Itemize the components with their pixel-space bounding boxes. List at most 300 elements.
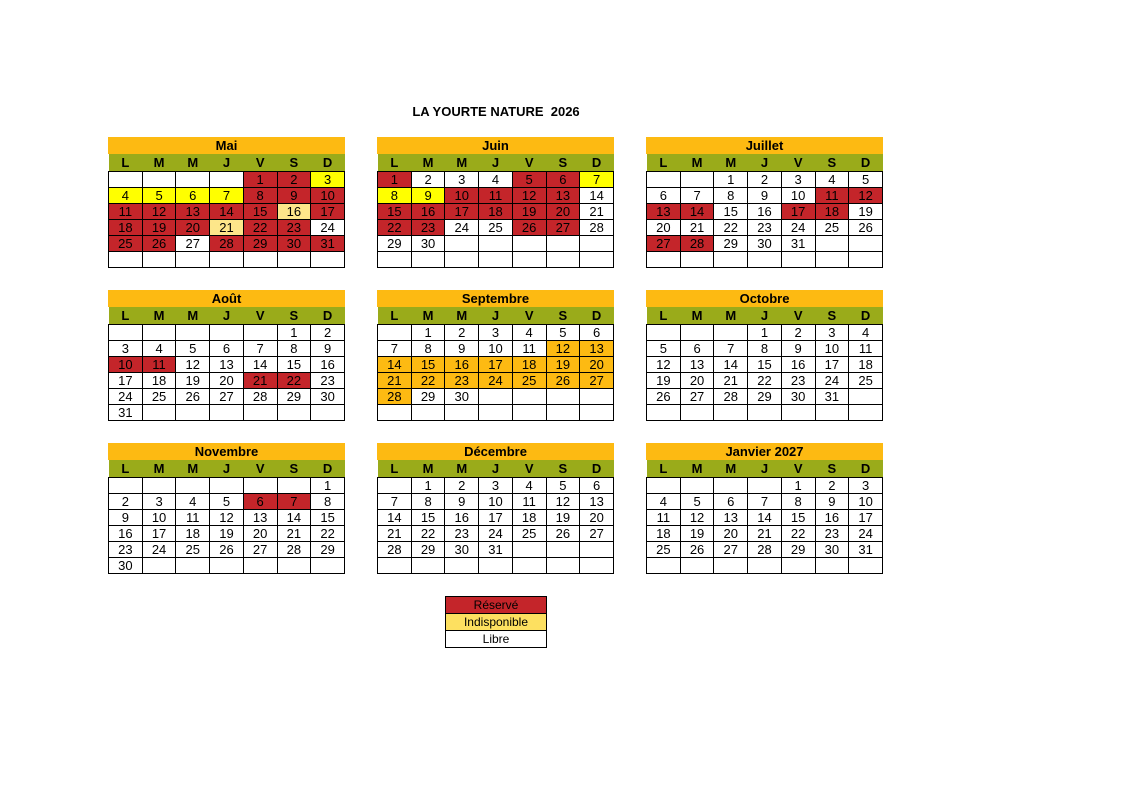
day-cell: 10: [142, 510, 176, 526]
weekday-label: V: [243, 307, 277, 325]
weekday-label: V: [781, 154, 815, 172]
day-cell: 2: [781, 325, 815, 341]
week-row: [378, 220, 614, 236]
day-cell: 8: [411, 341, 445, 357]
day-cell: [815, 236, 849, 252]
day-cell: 1: [781, 478, 815, 494]
weekday-label: L: [647, 307, 681, 325]
day-cell: 16: [277, 204, 311, 220]
day-cell: 26: [512, 220, 546, 236]
day-cell: [647, 478, 681, 494]
day-cell: [512, 252, 546, 268]
day-cell: 3: [479, 478, 513, 494]
day-cell: 23: [277, 220, 311, 236]
day-cell: 28: [243, 389, 277, 405]
day-cell: 22: [411, 526, 445, 542]
day-cell: 16: [781, 357, 815, 373]
day-cell: 28: [580, 220, 614, 236]
day-cell: 28: [378, 389, 412, 405]
day-cell: 29: [411, 542, 445, 558]
weekday-label: V: [781, 307, 815, 325]
day-cell: 7: [277, 494, 311, 510]
day-cell: 12: [546, 494, 580, 510]
day-cell: [411, 558, 445, 574]
day-cell: 19: [680, 526, 714, 542]
day-cell: 18: [512, 510, 546, 526]
week-row: [109, 526, 345, 542]
day-cell: 30: [445, 542, 479, 558]
day-cell: 20: [580, 357, 614, 373]
day-cell: 6: [546, 172, 580, 188]
weekday-label: D: [311, 307, 345, 325]
week-row: [378, 188, 614, 204]
weekday-label: J: [210, 460, 244, 478]
day-cell: 21: [243, 373, 277, 389]
day-cell: 19: [142, 220, 176, 236]
week-row: [647, 341, 883, 357]
day-cell: 13: [580, 494, 614, 510]
day-cell: [378, 325, 412, 341]
day-cell: 24: [815, 373, 849, 389]
day-cell: [647, 252, 681, 268]
day-cell: [546, 542, 580, 558]
day-cell: 19: [512, 204, 546, 220]
day-cell: 7: [378, 341, 412, 357]
day-cell: 6: [176, 188, 210, 204]
day-cell: 9: [311, 341, 345, 357]
day-cell: 5: [546, 325, 580, 341]
day-cell: [714, 478, 748, 494]
day-cell: 29: [781, 542, 815, 558]
weekday-label: V: [512, 307, 546, 325]
day-cell: 8: [714, 188, 748, 204]
week-row: [109, 357, 345, 373]
day-cell: [512, 389, 546, 405]
week-row: [378, 542, 614, 558]
day-cell: 25: [109, 236, 143, 252]
weekday-label: M: [411, 307, 445, 325]
day-cell: 23: [411, 220, 445, 236]
day-cell: 31: [479, 542, 513, 558]
day-cell: 10: [109, 357, 143, 373]
day-cell: 14: [243, 357, 277, 373]
day-cell: [580, 389, 614, 405]
day-cell: 26: [546, 373, 580, 389]
weekday-label: L: [647, 154, 681, 172]
day-cell: [647, 558, 681, 574]
day-cell: [277, 478, 311, 494]
day-cell: 16: [815, 510, 849, 526]
day-cell: 22: [714, 220, 748, 236]
day-cell: 27: [210, 389, 244, 405]
day-cell: 21: [378, 526, 412, 542]
legend-libre: Libre: [445, 631, 547, 648]
day-cell: [142, 172, 176, 188]
day-cell: [210, 252, 244, 268]
week-row: [647, 220, 883, 236]
day-cell: 26: [680, 542, 714, 558]
day-cell: [580, 405, 614, 421]
day-cell: [445, 558, 479, 574]
day-cell: 16: [748, 204, 782, 220]
day-cell: [714, 405, 748, 421]
day-cell: [109, 478, 143, 494]
week-row: [378, 341, 614, 357]
week-row: [378, 373, 614, 389]
day-cell: 11: [849, 341, 883, 357]
day-cell: 18: [849, 357, 883, 373]
day-cell: 27: [243, 542, 277, 558]
day-cell: 10: [479, 341, 513, 357]
weekday-label: S: [277, 307, 311, 325]
day-cell: 15: [411, 357, 445, 373]
day-cell: 9: [445, 494, 479, 510]
day-cell: 15: [781, 510, 815, 526]
day-cell: 6: [580, 325, 614, 341]
day-cell: 25: [849, 373, 883, 389]
day-cell: 12: [680, 510, 714, 526]
day-cell: [546, 236, 580, 252]
day-cell: 4: [512, 478, 546, 494]
month-title: Janvier 2027: [646, 443, 883, 460]
weekday-label: L: [109, 154, 143, 172]
weekday-label: M: [680, 460, 714, 478]
day-cell: 18: [176, 526, 210, 542]
day-cell: [815, 558, 849, 574]
day-cell: 23: [748, 220, 782, 236]
day-cell: 18: [512, 357, 546, 373]
day-cell: 17: [109, 373, 143, 389]
day-cell: [815, 252, 849, 268]
week-row: [378, 204, 614, 220]
day-cell: 4: [142, 341, 176, 357]
day-cell: 24: [479, 373, 513, 389]
week-row: [378, 478, 614, 494]
day-cell: 3: [109, 341, 143, 357]
day-cell: 15: [311, 510, 345, 526]
day-cell: 21: [277, 526, 311, 542]
weekday-label: L: [378, 307, 412, 325]
week-row: [647, 357, 883, 373]
week-row: [647, 188, 883, 204]
day-cell: 30: [445, 389, 479, 405]
weekday-label: V: [512, 154, 546, 172]
day-cell: [781, 558, 815, 574]
month-title: Septembre: [377, 290, 614, 307]
day-cell: [647, 172, 681, 188]
weekday-label: M: [680, 307, 714, 325]
day-cell: [411, 252, 445, 268]
day-cell: [142, 325, 176, 341]
day-cell: 6: [580, 478, 614, 494]
week-row: [647, 373, 883, 389]
day-cell: 27: [680, 389, 714, 405]
day-cell: [849, 558, 883, 574]
day-cell: 19: [647, 373, 681, 389]
day-cell: [479, 236, 513, 252]
day-cell: 17: [479, 357, 513, 373]
day-cell: 2: [815, 478, 849, 494]
day-cell: 3: [849, 478, 883, 494]
day-cell: 19: [546, 357, 580, 373]
weekday-label: J: [748, 460, 782, 478]
day-cell: [849, 389, 883, 405]
day-cell: 31: [849, 542, 883, 558]
weekday-label: J: [479, 460, 513, 478]
day-cell: 13: [210, 357, 244, 373]
day-cell: 15: [411, 510, 445, 526]
weekday-label: D: [580, 154, 614, 172]
week-row: [378, 494, 614, 510]
day-cell: 29: [311, 542, 345, 558]
day-cell: 5: [176, 341, 210, 357]
day-cell: 19: [210, 526, 244, 542]
week-row: [109, 252, 345, 268]
day-cell: 24: [849, 526, 883, 542]
weekday-label: L: [109, 307, 143, 325]
calendar-title: LA YOURTE NATURE 2026: [412, 104, 580, 119]
day-cell: 9: [109, 510, 143, 526]
week-row: [647, 325, 883, 341]
day-cell: [142, 558, 176, 574]
day-cell: 12: [142, 204, 176, 220]
day-cell: [748, 252, 782, 268]
weekday-label: D: [580, 307, 614, 325]
day-cell: 12: [210, 510, 244, 526]
day-cell: 30: [815, 542, 849, 558]
weekday-label: V: [243, 460, 277, 478]
weekday-label: M: [445, 154, 479, 172]
day-cell: 5: [546, 478, 580, 494]
day-cell: 29: [277, 389, 311, 405]
day-cell: [546, 252, 580, 268]
day-cell: [714, 325, 748, 341]
month-title: Juillet: [646, 137, 883, 154]
day-cell: [311, 405, 345, 421]
day-cell: [109, 325, 143, 341]
day-cell: 9: [781, 341, 815, 357]
day-cell: 12: [512, 188, 546, 204]
day-cell: 6: [714, 494, 748, 510]
weekday-label: S: [277, 154, 311, 172]
weekday-label: S: [815, 307, 849, 325]
day-cell: [512, 236, 546, 252]
day-cell: 17: [815, 357, 849, 373]
day-cell: 1: [411, 478, 445, 494]
weekday-label: S: [546, 460, 580, 478]
day-cell: 29: [378, 236, 412, 252]
day-cell: 9: [445, 341, 479, 357]
day-cell: 7: [378, 494, 412, 510]
day-cell: [411, 405, 445, 421]
day-cell: 21: [210, 220, 244, 236]
day-cell: 13: [714, 510, 748, 526]
week-row: [109, 373, 345, 389]
day-cell: 7: [748, 494, 782, 510]
day-cell: 20: [647, 220, 681, 236]
day-cell: 13: [243, 510, 277, 526]
week-row: [109, 558, 345, 574]
day-cell: 2: [411, 172, 445, 188]
day-cell: [580, 558, 614, 574]
day-cell: [210, 325, 244, 341]
week-row: [109, 542, 345, 558]
day-cell: 28: [378, 542, 412, 558]
day-cell: 25: [512, 526, 546, 542]
day-cell: [849, 405, 883, 421]
day-cell: 29: [748, 389, 782, 405]
week-row: [109, 172, 345, 188]
day-cell: [445, 236, 479, 252]
day-cell: 16: [445, 357, 479, 373]
weekday-label: M: [714, 307, 748, 325]
day-cell: 28: [277, 542, 311, 558]
day-cell: 5: [849, 172, 883, 188]
day-cell: 30: [411, 236, 445, 252]
day-cell: 3: [311, 172, 345, 188]
day-cell: 27: [176, 236, 210, 252]
day-cell: [849, 252, 883, 268]
week-row: [109, 204, 345, 220]
day-cell: 25: [176, 542, 210, 558]
day-cell: [680, 252, 714, 268]
day-cell: 10: [849, 494, 883, 510]
day-cell: 21: [748, 526, 782, 542]
day-cell: 7: [243, 341, 277, 357]
day-cell: [210, 405, 244, 421]
day-cell: 17: [445, 204, 479, 220]
day-cell: 9: [748, 188, 782, 204]
month-calendar: [646, 443, 883, 574]
day-cell: 5: [647, 341, 681, 357]
day-cell: [176, 172, 210, 188]
day-cell: 24: [479, 526, 513, 542]
day-cell: [512, 558, 546, 574]
day-cell: 4: [479, 172, 513, 188]
day-cell: 14: [748, 510, 782, 526]
day-cell: 3: [142, 494, 176, 510]
day-cell: [176, 325, 210, 341]
weekday-label: L: [378, 154, 412, 172]
weekday-label: M: [445, 307, 479, 325]
day-cell: 13: [580, 341, 614, 357]
day-cell: 26: [546, 526, 580, 542]
day-cell: 25: [647, 542, 681, 558]
day-cell: 4: [109, 188, 143, 204]
week-row: [647, 204, 883, 220]
day-cell: 16: [445, 510, 479, 526]
day-cell: 26: [176, 389, 210, 405]
day-cell: 8: [411, 494, 445, 510]
day-cell: 10: [311, 188, 345, 204]
day-cell: [680, 478, 714, 494]
day-cell: 17: [142, 526, 176, 542]
weekday-label: M: [714, 154, 748, 172]
day-cell: [243, 478, 277, 494]
day-cell: 6: [210, 341, 244, 357]
week-row: [647, 494, 883, 510]
day-cell: [378, 252, 412, 268]
day-cell: 27: [714, 542, 748, 558]
day-cell: 1: [748, 325, 782, 341]
week-row: [378, 172, 614, 188]
day-cell: 19: [849, 204, 883, 220]
weekday-label: D: [580, 460, 614, 478]
day-cell: 14: [210, 204, 244, 220]
day-cell: 1: [277, 325, 311, 341]
day-cell: 3: [781, 172, 815, 188]
day-cell: 25: [815, 220, 849, 236]
day-cell: 27: [546, 220, 580, 236]
day-cell: [176, 252, 210, 268]
day-cell: [378, 558, 412, 574]
day-cell: [479, 389, 513, 405]
weekday-label: M: [176, 460, 210, 478]
day-cell: [243, 558, 277, 574]
week-row: [378, 252, 614, 268]
day-cell: 14: [277, 510, 311, 526]
day-cell: 24: [445, 220, 479, 236]
day-cell: 20: [580, 510, 614, 526]
week-row: [109, 510, 345, 526]
day-cell: [109, 252, 143, 268]
weekday-label: D: [311, 460, 345, 478]
month-calendar: [108, 290, 345, 421]
day-cell: 9: [277, 188, 311, 204]
week-row: [109, 325, 345, 341]
day-cell: 3: [445, 172, 479, 188]
day-cell: [680, 172, 714, 188]
day-cell: [445, 405, 479, 421]
day-cell: [109, 172, 143, 188]
day-cell: [647, 325, 681, 341]
day-cell: [781, 252, 815, 268]
day-cell: 5: [210, 494, 244, 510]
day-cell: 21: [378, 373, 412, 389]
day-cell: [546, 558, 580, 574]
day-cell: 2: [311, 325, 345, 341]
day-cell: 11: [512, 341, 546, 357]
day-cell: 24: [781, 220, 815, 236]
day-cell: 27: [580, 526, 614, 542]
month-title: Novembre: [108, 443, 345, 460]
day-cell: 18: [109, 220, 143, 236]
day-cell: 28: [680, 236, 714, 252]
day-cell: 25: [512, 373, 546, 389]
weekday-label: J: [479, 154, 513, 172]
day-cell: 8: [243, 188, 277, 204]
day-cell: 31: [109, 405, 143, 421]
day-cell: 17: [781, 204, 815, 220]
day-cell: [479, 558, 513, 574]
day-cell: 2: [109, 494, 143, 510]
day-cell: [176, 405, 210, 421]
day-cell: 30: [311, 389, 345, 405]
day-cell: 23: [109, 542, 143, 558]
day-cell: 10: [781, 188, 815, 204]
day-cell: 15: [378, 204, 412, 220]
day-cell: 18: [142, 373, 176, 389]
day-cell: 15: [277, 357, 311, 373]
day-cell: [849, 236, 883, 252]
weekday-label: M: [142, 460, 176, 478]
day-cell: 14: [714, 357, 748, 373]
day-cell: 22: [748, 373, 782, 389]
day-cell: 12: [546, 341, 580, 357]
day-cell: [546, 405, 580, 421]
month-title: Octobre: [646, 290, 883, 307]
week-row: [647, 236, 883, 252]
